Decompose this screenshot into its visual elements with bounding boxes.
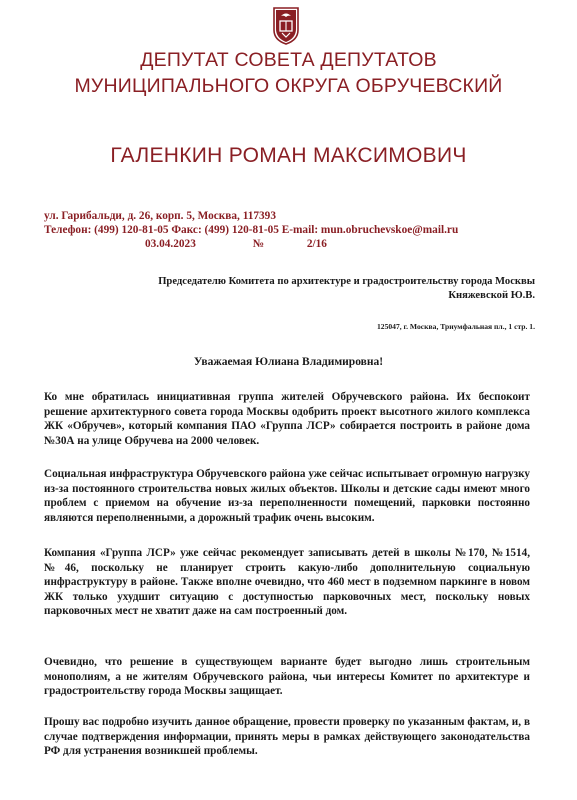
letter-date: 03.04.2023 — [145, 238, 196, 250]
body-paragraph: Очевидно, что решение в существующем варианте будет выгодно лишь строительным монополиям, а не жителям Обручевского района, чьи интересы Комитет по архитектуре и градостроительству города Москвы защищает. — [44, 656, 530, 698]
district-coat-of-arms-icon — [272, 6, 300, 46]
header-title-line1: ДЕПУТАТ СОВЕТА ДЕПУТАТОВ — [140, 49, 437, 71]
letter-date-number — [145, 238, 327, 250]
body-paragraph: Прошу вас подробно изучить данное обращение, провести проверку по указанным фактам, и, в случае подтверждения информации, принять меры в рамках действующего законодательства РФ для устранения возникшей проблемы. — [44, 716, 530, 758]
greeting: Уважаемая Юлиана Владимировна! — [193, 356, 384, 368]
body-paragraph: Компания «Группа ЛСР» уже сейчас рекомендует записывать детей в школы №170, №1514, №46, поскольку не планирует строить какую-либо дополнительную социальную инфраструктуру в районе. Также вполне очевидно, что 460 мест в подземном паркинге в новом ЖК только ухудшит ситуацию с доступностью парковочных мест, поскольку новых парковочных мест не хватит даже на сам построенный дом. — [44, 547, 530, 618]
addressee-address: 125047, г. Москва, Триумфальная пл., 1 стр. 1. — [376, 322, 535, 331]
header-title-line2: МУНИЦИПАЛЬНОГО ОКРУГА ОБРУЧЕВСКИЙ — [74, 75, 503, 97]
addressee-name: Княжевской Ю.В. — [448, 290, 535, 301]
body-paragraph: Социальная инфраструктура Обручевского района уже сейчас испытывает огромную нагрузку из-за постоянного строительства новых жилых объектов. Школы и детские сады имеют много проблем с приемом на обучение из-за переполненности помещений, парковки постоянно являются переполненными, а дорожный трафик очень высоким. — [44, 468, 530, 524]
letter-number-label: № — [252, 238, 265, 250]
deputy-name: ГАЛЕНКИН РОМАН МАКСИМОВИЧ — [110, 144, 467, 167]
body-paragraph: Ко мне обратилась инициативная группа жителей Обручевского района. Их беспокоит решение архитектурного совета города Москвы одобрить проект высотного жилого комплекса ЖК «Обручев», который компания ПАО «Группа ЛСР» собирается построить в районе дома №30А на улице Обручева на 2000 человек. — [44, 391, 530, 447]
letter-number: 2/16 — [306, 238, 327, 250]
contact-address: ул. Гарибальди, д. 26, корп. 5, Москва, 117393 — [44, 210, 276, 222]
addressee-position: Председателю Комитета по архитектуре и градостроительству города Москвы — [158, 276, 535, 287]
contact-phone-line: Телефон: (499) 120-81-05 Факс: (499) 120-81-05 E-mail: mun.obruchevskoe@mail.ru — [44, 224, 459, 236]
